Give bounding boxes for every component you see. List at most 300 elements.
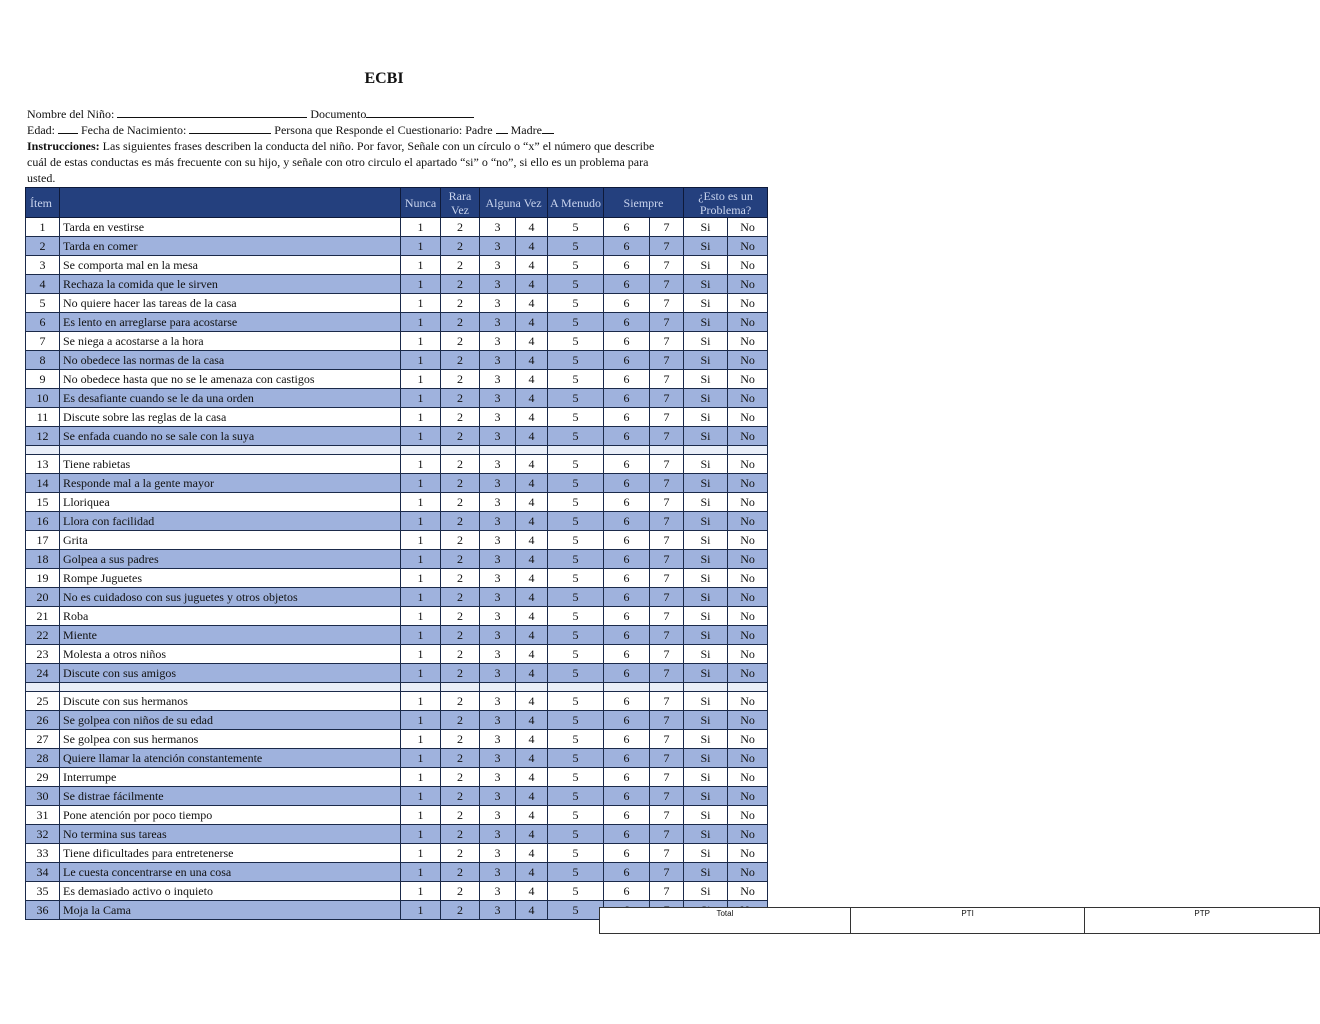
scale-option-2[interactable]: 2 <box>441 294 480 313</box>
scale-option-4[interactable]: 4 <box>516 569 548 588</box>
scale-option-7[interactable]: 7 <box>650 474 684 493</box>
scale-option-2[interactable]: 2 <box>441 474 480 493</box>
scale-option-1[interactable]: 1 <box>401 550 441 569</box>
scale-option-3[interactable]: 3 <box>480 332 516 351</box>
problem-no-option[interactable]: No <box>728 645 768 664</box>
scale-option-5[interactable]: 5 <box>548 351 604 370</box>
scale-option-5[interactable]: 5 <box>548 863 604 882</box>
scale-option-4[interactable]: 4 <box>516 550 548 569</box>
problem-no-option[interactable]: No <box>728 749 768 768</box>
scale-option-4[interactable]: 4 <box>516 493 548 512</box>
scale-option-4[interactable]: 4 <box>516 901 548 920</box>
problem-yes-option[interactable]: Si <box>684 863 728 882</box>
scale-option-5[interactable]: 5 <box>548 787 604 806</box>
scale-option-7[interactable]: 7 <box>650 768 684 787</box>
scale-option-4[interactable]: 4 <box>516 531 548 550</box>
scale-option-7[interactable]: 7 <box>650 389 684 408</box>
scale-option-3[interactable]: 3 <box>480 237 516 256</box>
scale-option-6[interactable]: 6 <box>604 313 650 332</box>
scale-option-1[interactable]: 1 <box>401 389 441 408</box>
scale-option-6[interactable]: 6 <box>604 256 650 275</box>
scale-option-3[interactable]: 3 <box>480 493 516 512</box>
scale-option-3[interactable]: 3 <box>480 806 516 825</box>
problem-no-option[interactable]: No <box>728 692 768 711</box>
scale-option-3[interactable]: 3 <box>480 768 516 787</box>
scale-option-5[interactable]: 5 <box>548 427 604 446</box>
scale-option-5[interactable]: 5 <box>548 389 604 408</box>
score-pti[interactable]: PTI <box>850 908 1085 934</box>
scale-option-6[interactable]: 6 <box>604 351 650 370</box>
problem-yes-option[interactable]: Si <box>684 607 728 626</box>
problem-yes-option[interactable]: Si <box>684 749 728 768</box>
scale-option-5[interactable]: 5 <box>548 901 604 920</box>
nombre-field[interactable] <box>117 106 307 118</box>
scale-option-5[interactable]: 5 <box>548 645 604 664</box>
problem-no-option[interactable]: No <box>728 351 768 370</box>
problem-yes-option[interactable]: Si <box>684 474 728 493</box>
scale-option-6[interactable]: 6 <box>604 237 650 256</box>
problem-no-option[interactable]: No <box>728 844 768 863</box>
scale-option-6[interactable]: 6 <box>604 294 650 313</box>
scale-option-5[interactable]: 5 <box>548 550 604 569</box>
problem-yes-option[interactable]: Si <box>684 730 728 749</box>
scale-option-1[interactable]: 1 <box>401 844 441 863</box>
problem-yes-option[interactable]: Si <box>684 645 728 664</box>
scale-option-2[interactable]: 2 <box>441 901 480 920</box>
scale-option-1[interactable]: 1 <box>401 588 441 607</box>
scale-option-1[interactable]: 1 <box>401 275 441 294</box>
scale-option-3[interactable]: 3 <box>480 389 516 408</box>
scale-option-6[interactable]: 6 <box>604 531 650 550</box>
scale-option-1[interactable]: 1 <box>401 569 441 588</box>
scale-option-5[interactable]: 5 <box>548 294 604 313</box>
scale-option-6[interactable]: 6 <box>604 332 650 351</box>
scale-option-2[interactable]: 2 <box>441 749 480 768</box>
scale-option-6[interactable]: 6 <box>604 664 650 683</box>
scale-option-6[interactable]: 6 <box>604 455 650 474</box>
problem-no-option[interactable]: No <box>728 711 768 730</box>
scale-option-2[interactable]: 2 <box>441 237 480 256</box>
scale-option-2[interactable]: 2 <box>441 427 480 446</box>
scale-option-5[interactable]: 5 <box>548 749 604 768</box>
scale-option-4[interactable]: 4 <box>516 588 548 607</box>
problem-yes-option[interactable]: Si <box>684 531 728 550</box>
scale-option-3[interactable]: 3 <box>480 370 516 389</box>
scale-option-4[interactable]: 4 <box>516 351 548 370</box>
scale-option-3[interactable]: 3 <box>480 882 516 901</box>
scale-option-5[interactable]: 5 <box>548 408 604 427</box>
scale-option-7[interactable]: 7 <box>650 711 684 730</box>
scale-option-2[interactable]: 2 <box>441 607 480 626</box>
scale-option-1[interactable]: 1 <box>401 294 441 313</box>
scale-option-7[interactable]: 7 <box>650 569 684 588</box>
problem-no-option[interactable]: No <box>728 332 768 351</box>
problem-yes-option[interactable]: Si <box>684 294 728 313</box>
scale-option-1[interactable]: 1 <box>401 692 441 711</box>
scale-option-7[interactable]: 7 <box>650 427 684 446</box>
scale-option-5[interactable]: 5 <box>548 768 604 787</box>
scale-option-3[interactable]: 3 <box>480 730 516 749</box>
scale-option-5[interactable]: 5 <box>548 370 604 389</box>
scale-option-2[interactable]: 2 <box>441 692 480 711</box>
fecha-field[interactable] <box>189 122 271 134</box>
problem-yes-option[interactable]: Si <box>684 389 728 408</box>
scale-option-6[interactable]: 6 <box>604 569 650 588</box>
problem-yes-option[interactable]: Si <box>684 569 728 588</box>
scale-option-5[interactable]: 5 <box>548 607 604 626</box>
problem-no-option[interactable]: No <box>728 768 768 787</box>
scale-option-1[interactable]: 1 <box>401 882 441 901</box>
scale-option-5[interactable]: 5 <box>548 531 604 550</box>
scale-option-2[interactable]: 2 <box>441 863 480 882</box>
scale-option-6[interactable]: 6 <box>604 588 650 607</box>
problem-no-option[interactable]: No <box>728 825 768 844</box>
problem-yes-option[interactable]: Si <box>684 237 728 256</box>
scale-option-3[interactable]: 3 <box>480 313 516 332</box>
scale-option-2[interactable]: 2 <box>441 787 480 806</box>
scale-option-4[interactable]: 4 <box>516 313 548 332</box>
scale-option-5[interactable]: 5 <box>548 256 604 275</box>
problem-yes-option[interactable]: Si <box>684 692 728 711</box>
scale-option-6[interactable]: 6 <box>604 825 650 844</box>
scale-option-7[interactable]: 7 <box>650 825 684 844</box>
scale-option-2[interactable]: 2 <box>441 455 480 474</box>
problem-no-option[interactable]: No <box>728 455 768 474</box>
scale-option-1[interactable]: 1 <box>401 607 441 626</box>
problem-no-option[interactable]: No <box>728 787 768 806</box>
scale-option-4[interactable]: 4 <box>516 237 548 256</box>
documento-field[interactable] <box>366 106 474 118</box>
problem-yes-option[interactable]: Si <box>684 550 728 569</box>
scale-option-7[interactable]: 7 <box>650 275 684 294</box>
scale-option-4[interactable]: 4 <box>516 474 548 493</box>
scale-option-5[interactable]: 5 <box>548 882 604 901</box>
scale-option-5[interactable]: 5 <box>548 825 604 844</box>
scale-option-6[interactable]: 6 <box>604 882 650 901</box>
scale-option-7[interactable]: 7 <box>650 730 684 749</box>
scale-option-1[interactable]: 1 <box>401 332 441 351</box>
problem-yes-option[interactable]: Si <box>684 493 728 512</box>
scale-option-2[interactable]: 2 <box>441 550 480 569</box>
scale-option-3[interactable]: 3 <box>480 550 516 569</box>
scale-option-3[interactable]: 3 <box>480 645 516 664</box>
scale-option-7[interactable]: 7 <box>650 550 684 569</box>
scale-option-1[interactable]: 1 <box>401 863 441 882</box>
scale-option-4[interactable]: 4 <box>516 882 548 901</box>
scale-option-6[interactable]: 6 <box>604 550 650 569</box>
scale-option-4[interactable]: 4 <box>516 806 548 825</box>
scale-option-1[interactable]: 1 <box>401 370 441 389</box>
problem-no-option[interactable]: No <box>728 626 768 645</box>
scale-option-3[interactable]: 3 <box>480 256 516 275</box>
scale-option-1[interactable]: 1 <box>401 531 441 550</box>
scale-option-3[interactable]: 3 <box>480 626 516 645</box>
scale-option-1[interactable]: 1 <box>401 427 441 446</box>
problem-no-option[interactable]: No <box>728 427 768 446</box>
scale-option-4[interactable]: 4 <box>516 768 548 787</box>
scale-option-7[interactable]: 7 <box>650 664 684 683</box>
problem-no-option[interactable]: No <box>728 218 768 237</box>
scale-option-7[interactable]: 7 <box>650 313 684 332</box>
scale-option-6[interactable]: 6 <box>604 607 650 626</box>
scale-option-5[interactable]: 5 <box>548 313 604 332</box>
scale-option-2[interactable]: 2 <box>441 370 480 389</box>
scale-option-3[interactable]: 3 <box>480 692 516 711</box>
scale-option-4[interactable]: 4 <box>516 427 548 446</box>
scale-option-4[interactable]: 4 <box>516 711 548 730</box>
scale-option-6[interactable]: 6 <box>604 275 650 294</box>
scale-option-4[interactable]: 4 <box>516 294 548 313</box>
problem-yes-option[interactable]: Si <box>684 626 728 645</box>
problem-yes-option[interactable]: Si <box>684 806 728 825</box>
scale-option-5[interactable]: 5 <box>548 711 604 730</box>
scale-option-7[interactable]: 7 <box>650 408 684 427</box>
scale-option-4[interactable]: 4 <box>516 370 548 389</box>
scale-option-2[interactable]: 2 <box>441 626 480 645</box>
scale-option-3[interactable]: 3 <box>480 664 516 683</box>
scale-option-7[interactable]: 7 <box>650 512 684 531</box>
scale-option-2[interactable]: 2 <box>441 275 480 294</box>
scale-option-4[interactable]: 4 <box>516 730 548 749</box>
problem-no-option[interactable]: No <box>728 531 768 550</box>
scale-option-6[interactable]: 6 <box>604 626 650 645</box>
scale-option-3[interactable]: 3 <box>480 844 516 863</box>
scale-option-3[interactable]: 3 <box>480 588 516 607</box>
scale-option-1[interactable]: 1 <box>401 408 441 427</box>
scale-option-6[interactable]: 6 <box>604 427 650 446</box>
scale-option-5[interactable]: 5 <box>548 455 604 474</box>
scale-option-3[interactable]: 3 <box>480 711 516 730</box>
scale-option-2[interactable]: 2 <box>441 806 480 825</box>
problem-yes-option[interactable]: Si <box>684 455 728 474</box>
scale-option-4[interactable]: 4 <box>516 863 548 882</box>
problem-yes-option[interactable]: Si <box>684 825 728 844</box>
scale-option-7[interactable]: 7 <box>650 455 684 474</box>
scale-option-6[interactable]: 6 <box>604 844 650 863</box>
scale-option-7[interactable]: 7 <box>650 749 684 768</box>
problem-yes-option[interactable]: Si <box>684 844 728 863</box>
scale-option-7[interactable]: 7 <box>650 370 684 389</box>
problem-yes-option[interactable]: Si <box>684 768 728 787</box>
scale-option-6[interactable]: 6 <box>604 806 650 825</box>
scale-option-5[interactable]: 5 <box>548 626 604 645</box>
scale-option-2[interactable]: 2 <box>441 645 480 664</box>
scale-option-5[interactable]: 5 <box>548 806 604 825</box>
problem-no-option[interactable]: No <box>728 863 768 882</box>
scale-option-4[interactable]: 4 <box>516 607 548 626</box>
scale-option-7[interactable]: 7 <box>650 237 684 256</box>
problem-yes-option[interactable]: Si <box>684 351 728 370</box>
scale-option-6[interactable]: 6 <box>604 218 650 237</box>
problem-no-option[interactable]: No <box>728 588 768 607</box>
scale-option-4[interactable]: 4 <box>516 218 548 237</box>
problem-no-option[interactable]: No <box>728 474 768 493</box>
scale-option-1[interactable]: 1 <box>401 493 441 512</box>
problem-no-option[interactable]: No <box>728 493 768 512</box>
scale-option-3[interactable]: 3 <box>480 474 516 493</box>
scale-option-1[interactable]: 1 <box>401 664 441 683</box>
scale-option-3[interactable]: 3 <box>480 427 516 446</box>
problem-no-option[interactable]: No <box>728 550 768 569</box>
scale-option-5[interactable]: 5 <box>548 332 604 351</box>
scale-option-2[interactable]: 2 <box>441 256 480 275</box>
scale-option-7[interactable]: 7 <box>650 256 684 275</box>
scale-option-2[interactable]: 2 <box>441 588 480 607</box>
scale-option-2[interactable]: 2 <box>441 844 480 863</box>
scale-option-5[interactable]: 5 <box>548 844 604 863</box>
edad-field[interactable] <box>58 122 78 134</box>
scale-option-3[interactable]: 3 <box>480 218 516 237</box>
scale-option-2[interactable]: 2 <box>441 351 480 370</box>
problem-yes-option[interactable]: Si <box>684 427 728 446</box>
scale-option-1[interactable]: 1 <box>401 474 441 493</box>
scale-option-4[interactable]: 4 <box>516 645 548 664</box>
scale-option-6[interactable]: 6 <box>604 493 650 512</box>
problem-no-option[interactable]: No <box>728 569 768 588</box>
scale-option-2[interactable]: 2 <box>441 882 480 901</box>
scale-option-4[interactable]: 4 <box>516 332 548 351</box>
scale-option-4[interactable]: 4 <box>516 787 548 806</box>
scale-option-4[interactable]: 4 <box>516 275 548 294</box>
scale-option-6[interactable]: 6 <box>604 768 650 787</box>
scale-option-4[interactable]: 4 <box>516 825 548 844</box>
scale-option-4[interactable]: 4 <box>516 455 548 474</box>
problem-no-option[interactable]: No <box>728 370 768 389</box>
score-total[interactable]: Total <box>600 908 851 934</box>
scale-option-7[interactable]: 7 <box>650 626 684 645</box>
scale-option-7[interactable]: 7 <box>650 294 684 313</box>
scale-option-7[interactable]: 7 <box>650 588 684 607</box>
problem-no-option[interactable]: No <box>728 882 768 901</box>
problem-no-option[interactable]: No <box>728 664 768 683</box>
scale-option-7[interactable]: 7 <box>650 844 684 863</box>
problem-no-option[interactable]: No <box>728 256 768 275</box>
scale-option-7[interactable]: 7 <box>650 787 684 806</box>
scale-option-2[interactable]: 2 <box>441 569 480 588</box>
scale-option-5[interactable]: 5 <box>548 237 604 256</box>
problem-yes-option[interactable]: Si <box>684 218 728 237</box>
scale-option-5[interactable]: 5 <box>548 493 604 512</box>
scale-option-6[interactable]: 6 <box>604 645 650 664</box>
scale-option-7[interactable]: 7 <box>650 218 684 237</box>
scale-option-2[interactable]: 2 <box>441 389 480 408</box>
scale-option-4[interactable]: 4 <box>516 844 548 863</box>
scale-option-7[interactable]: 7 <box>650 351 684 370</box>
problem-yes-option[interactable]: Si <box>684 787 728 806</box>
scale-option-7[interactable]: 7 <box>650 645 684 664</box>
scale-option-2[interactable]: 2 <box>441 711 480 730</box>
scale-option-7[interactable]: 7 <box>650 806 684 825</box>
score-ptp[interactable]: PTP <box>1085 908 1320 934</box>
scale-option-5[interactable]: 5 <box>548 569 604 588</box>
scale-option-1[interactable]: 1 <box>401 626 441 645</box>
scale-option-6[interactable]: 6 <box>604 863 650 882</box>
problem-no-option[interactable]: No <box>728 607 768 626</box>
scale-option-4[interactable]: 4 <box>516 256 548 275</box>
problem-no-option[interactable]: No <box>728 512 768 531</box>
scale-option-3[interactable]: 3 <box>480 294 516 313</box>
scale-option-3[interactable]: 3 <box>480 531 516 550</box>
problem-no-option[interactable]: No <box>728 408 768 427</box>
scale-option-5[interactable]: 5 <box>548 730 604 749</box>
scale-option-3[interactable]: 3 <box>480 512 516 531</box>
scale-option-2[interactable]: 2 <box>441 730 480 749</box>
scale-option-2[interactable]: 2 <box>441 493 480 512</box>
scale-option-2[interactable]: 2 <box>441 512 480 531</box>
problem-no-option[interactable]: No <box>728 275 768 294</box>
scale-option-1[interactable]: 1 <box>401 351 441 370</box>
scale-option-1[interactable]: 1 <box>401 512 441 531</box>
scale-option-6[interactable]: 6 <box>604 730 650 749</box>
problem-yes-option[interactable]: Si <box>684 664 728 683</box>
scale-option-1[interactable]: 1 <box>401 711 441 730</box>
scale-option-5[interactable]: 5 <box>548 692 604 711</box>
scale-option-2[interactable]: 2 <box>441 531 480 550</box>
problem-yes-option[interactable]: Si <box>684 370 728 389</box>
scale-option-5[interactable]: 5 <box>548 474 604 493</box>
scale-option-6[interactable]: 6 <box>604 512 650 531</box>
scale-option-2[interactable]: 2 <box>441 332 480 351</box>
scale-option-1[interactable]: 1 <box>401 806 441 825</box>
scale-option-7[interactable]: 7 <box>650 493 684 512</box>
scale-option-1[interactable]: 1 <box>401 237 441 256</box>
scale-option-5[interactable]: 5 <box>548 275 604 294</box>
scale-option-6[interactable]: 6 <box>604 389 650 408</box>
problem-no-option[interactable]: No <box>728 730 768 749</box>
problem-yes-option[interactable]: Si <box>684 588 728 607</box>
padre-field[interactable] <box>496 122 508 134</box>
problem-yes-option[interactable]: Si <box>684 512 728 531</box>
scale-option-5[interactable]: 5 <box>548 664 604 683</box>
scale-option-3[interactable]: 3 <box>480 901 516 920</box>
scale-option-1[interactable]: 1 <box>401 313 441 332</box>
scale-option-1[interactable]: 1 <box>401 825 441 844</box>
scale-option-3[interactable]: 3 <box>480 408 516 427</box>
problem-yes-option[interactable]: Si <box>684 256 728 275</box>
problem-yes-option[interactable]: Si <box>684 711 728 730</box>
scale-option-1[interactable]: 1 <box>401 455 441 474</box>
scale-option-1[interactable]: 1 <box>401 256 441 275</box>
scale-option-7[interactable]: 7 <box>650 863 684 882</box>
scale-option-4[interactable]: 4 <box>516 626 548 645</box>
problem-no-option[interactable]: No <box>728 313 768 332</box>
scale-option-5[interactable]: 5 <box>548 218 604 237</box>
scale-option-2[interactable]: 2 <box>441 313 480 332</box>
scale-option-6[interactable]: 6 <box>604 692 650 711</box>
problem-no-option[interactable]: No <box>728 294 768 313</box>
scale-option-3[interactable]: 3 <box>480 607 516 626</box>
scale-option-3[interactable]: 3 <box>480 863 516 882</box>
problem-yes-option[interactable]: Si <box>684 332 728 351</box>
problem-no-option[interactable]: No <box>728 389 768 408</box>
scale-option-6[interactable]: 6 <box>604 749 650 768</box>
problem-no-option[interactable]: No <box>728 806 768 825</box>
scale-option-6[interactable]: 6 <box>604 408 650 427</box>
scale-option-4[interactable]: 4 <box>516 664 548 683</box>
scale-option-2[interactable]: 2 <box>441 825 480 844</box>
problem-yes-option[interactable]: Si <box>684 408 728 427</box>
problem-no-option[interactable]: No <box>728 237 768 256</box>
scale-option-6[interactable]: 6 <box>604 787 650 806</box>
scale-option-1[interactable]: 1 <box>401 787 441 806</box>
scale-option-3[interactable]: 3 <box>480 787 516 806</box>
scale-option-3[interactable]: 3 <box>480 569 516 588</box>
scale-option-4[interactable]: 4 <box>516 692 548 711</box>
scale-option-4[interactable]: 4 <box>516 408 548 427</box>
scale-option-7[interactable]: 7 <box>650 531 684 550</box>
scale-option-5[interactable]: 5 <box>548 588 604 607</box>
scale-option-2[interactable]: 2 <box>441 408 480 427</box>
